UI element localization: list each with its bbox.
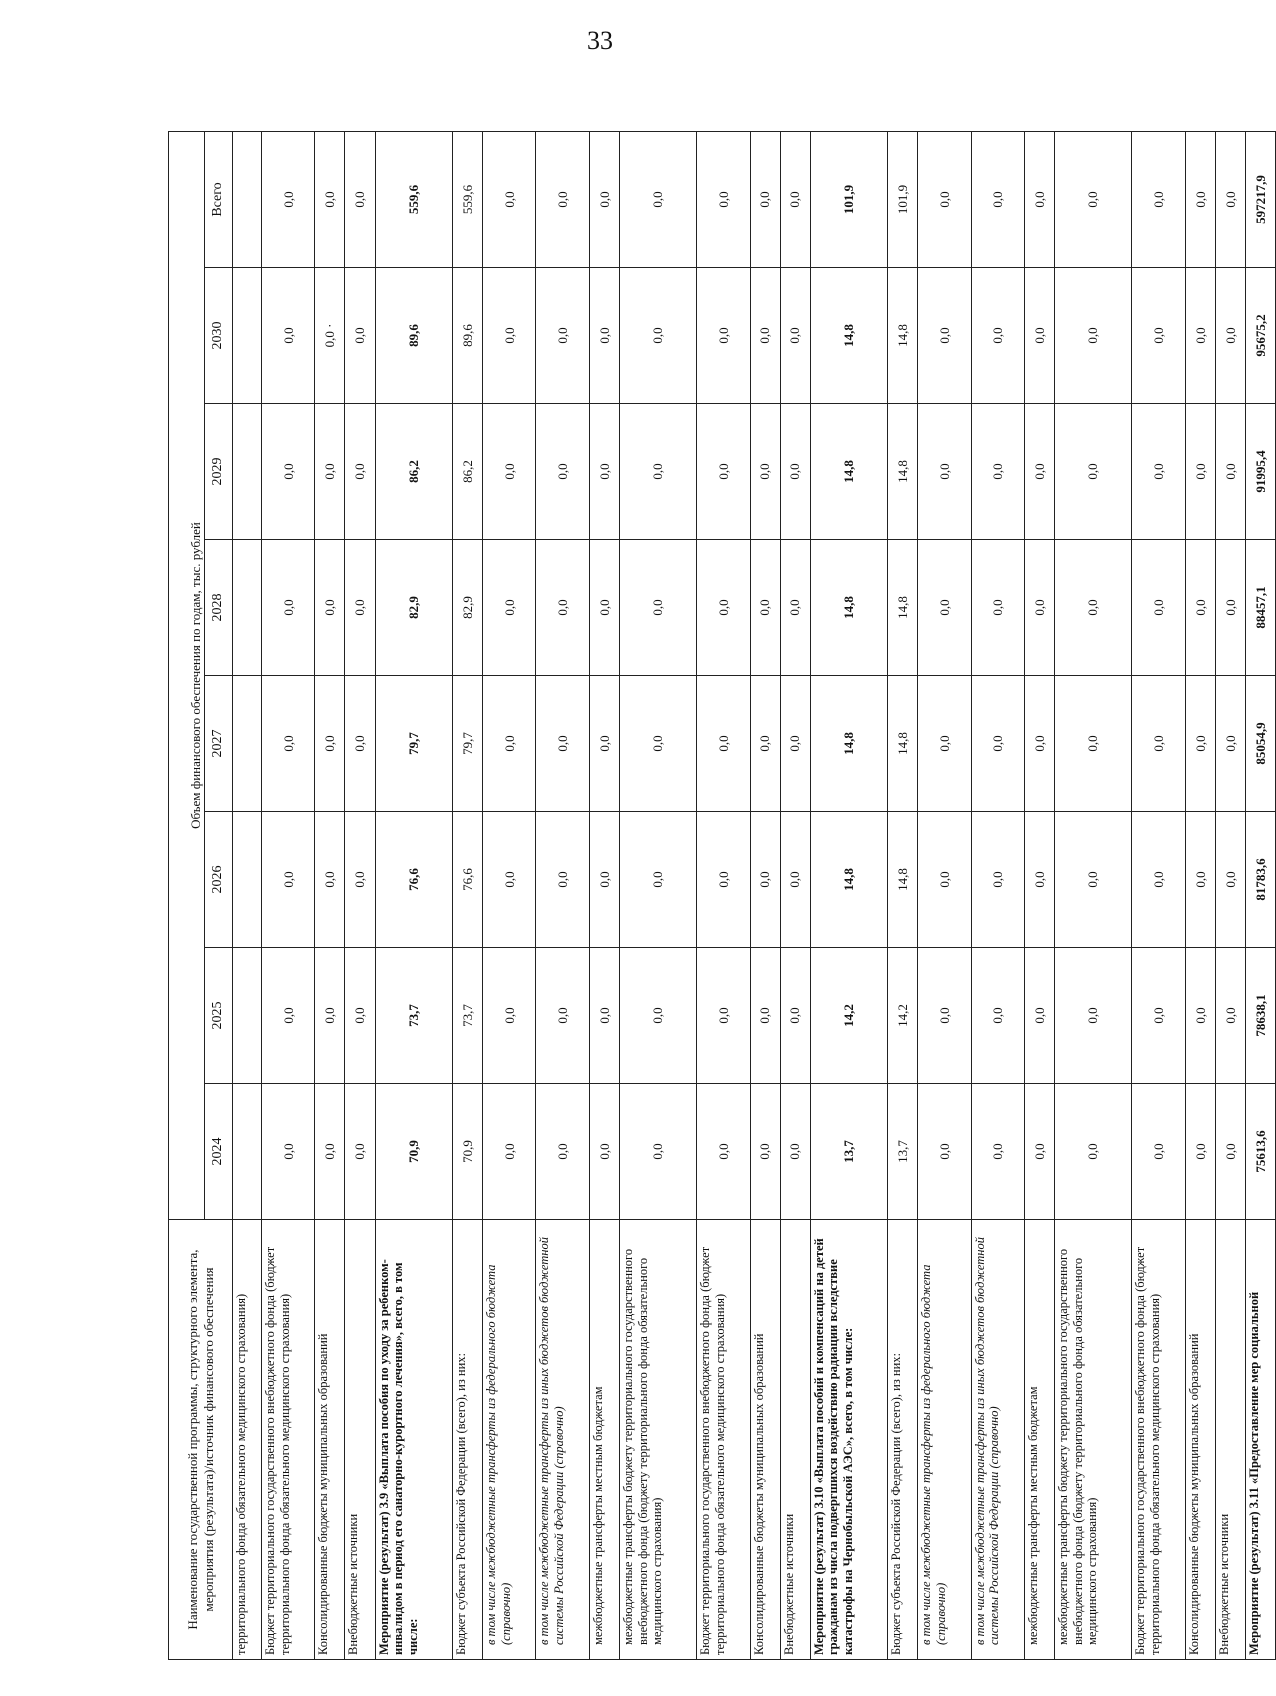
year-value-cell: 0,0 <box>697 812 750 948</box>
year-value-cell: 0,0 <box>483 812 536 948</box>
year-value-cell: 82,9 <box>375 540 453 676</box>
year-value-cell: 0,0 <box>780 812 810 948</box>
table-row <box>697 131 750 1659</box>
year-value-cell: 79,7 <box>453 676 483 812</box>
year-value-cell: 0,0 <box>750 812 780 948</box>
year-value-cell: 0,0 <box>345 812 375 948</box>
year-value-cell: 0,0 <box>750 1084 780 1220</box>
total-value-cell: 0,0 <box>697 131 750 267</box>
year-value-cell: 0,0 <box>1024 268 1054 404</box>
year-value-cell: 73,7 <box>453 948 483 1084</box>
year-value-cell: 0,0 · <box>315 268 345 404</box>
header-name-cell: Наименование государственной программы, структурного элемента, мероприятия (результата)/источник финансового обеспечения <box>169 1220 233 1660</box>
header-year-2026: 2026 <box>205 812 233 948</box>
year-value-cell: 0,0 <box>345 676 375 812</box>
table-row <box>262 131 315 1659</box>
row-label: межбюджетные трансферты местным бюджетам <box>1024 1220 1054 1660</box>
year-value-cell: 0,0 <box>1024 404 1054 540</box>
year-value-cell: 89,6 <box>453 268 483 404</box>
row-label: Бюджет территориального государственного внебюджетного фонда (бюджет территориального фонда обязательного медицинского страхования) <box>697 1220 750 1660</box>
year-value-cell: 0,0 <box>780 948 810 1084</box>
row-label: Мероприятие (результат) 3.9 «Выплата пособия по уходу за ребенком-инвалидом в период его санаторно-курортного лечения», всего, в том числе: <box>375 1220 453 1660</box>
year-value-cell: 91995,4 <box>1245 404 1275 540</box>
year-value-cell: 0,0 <box>589 812 619 948</box>
year-value-cell: 86,2 <box>375 404 453 540</box>
year-value-cell: 0,0 <box>589 540 619 676</box>
year-value-cell: 0,0 <box>1215 948 1245 1084</box>
row-label: в том числе межбюджетные трансферты из иных бюджетов бюджетной системы Российской Федерации (справочно) <box>536 1220 589 1660</box>
year-value-cell: 0,0 <box>1215 540 1245 676</box>
table-row <box>750 131 780 1659</box>
year-value-cell: 0,0 <box>315 812 345 948</box>
year-value-cell: 0,0 <box>697 1084 750 1220</box>
year-value-cell <box>233 268 262 404</box>
year-value-cell: 0,0 <box>750 676 780 812</box>
year-value-cell: 0,0 <box>262 268 315 404</box>
year-value-cell: 0,0 <box>1132 812 1185 948</box>
year-value-cell: 0,0 <box>1054 540 1132 676</box>
year-value-cell: 0,0 <box>750 268 780 404</box>
header-total: Всего <box>205 131 233 267</box>
year-value-cell: 0,0 <box>1054 268 1132 404</box>
year-value-cell: 0,0 <box>315 540 345 676</box>
header-year-2030: 2030 <box>205 268 233 404</box>
year-value-cell: 0,0 <box>483 948 536 1084</box>
year-value-cell: 0,0 <box>971 268 1024 404</box>
year-value-cell <box>233 1084 262 1220</box>
year-value-cell: 0,0 <box>262 812 315 948</box>
year-value-cell: 0,0 <box>315 676 345 812</box>
year-value-cell <box>233 948 262 1084</box>
year-value-cell: 0,0 <box>1132 948 1185 1084</box>
year-value-cell: 0,0 <box>1024 812 1054 948</box>
year-value-cell: 0,0 <box>1054 404 1132 540</box>
row-label: Бюджет территориального государственного внебюджетного фонда (бюджет территориального фонда обязательного медицинского страхования) <box>262 1220 315 1660</box>
row-label: Мероприятие (результат) 3.10 «Выплата пособий и компенсаций на детей гражданам из числа подвергшихся воздействию радиации вследствие катастрофы на Чернобыльской АЭС», всего, в том числе: <box>810 1220 888 1660</box>
year-value-cell: 73,7 <box>375 948 453 1084</box>
year-value-cell: 0,0 <box>918 540 971 676</box>
header-year-2025: 2025 <box>205 948 233 1084</box>
header-year-2024: 2024 <box>205 1084 233 1220</box>
year-value-cell: 70,9 <box>375 1084 453 1220</box>
year-value-cell: 0,0 <box>262 1084 315 1220</box>
year-value-cell: 81783,6 <box>1245 812 1275 948</box>
year-value-cell: 0,0 <box>1132 676 1185 812</box>
year-value-cell: 95675,2 <box>1245 268 1275 404</box>
year-value-cell: 82,9 <box>453 540 483 676</box>
year-value-cell: 76,6 <box>453 812 483 948</box>
row-label: в том числе межбюджетные трансферты из иных бюджетов бюджетной системы Российской Федерации (справочно) <box>971 1220 1024 1660</box>
total-value-cell: 0,0 <box>1024 131 1054 267</box>
total-value-cell: 0,0 <box>536 131 589 267</box>
year-value-cell: 0,0 <box>971 1084 1024 1220</box>
year-value-cell: 0,0 <box>315 948 345 1084</box>
year-value-cell <box>233 540 262 676</box>
year-value-cell: 75613,6 <box>1245 1084 1275 1220</box>
year-value-cell: 0,0 <box>536 268 589 404</box>
total-value-cell: 559,6 <box>375 131 453 267</box>
year-value-cell: 0,0 <box>1185 812 1215 948</box>
year-value-cell: 0,0 <box>536 948 589 1084</box>
row-label: Внебюджетные источники <box>345 1220 375 1660</box>
table-row <box>971 131 1024 1659</box>
year-value-cell: 0,0 <box>483 268 536 404</box>
year-value-cell: 0,0 <box>536 1084 589 1220</box>
year-value-cell: 0,0 <box>345 540 375 676</box>
row-label: Внебюджетные источники <box>780 1220 810 1660</box>
header-year-2028: 2028 <box>205 540 233 676</box>
year-value-cell: 0,0 <box>697 676 750 812</box>
year-value-cell: 0,0 <box>315 1084 345 1220</box>
year-value-cell: 0,0 <box>1054 812 1132 948</box>
year-value-cell: 14,8 <box>888 812 918 948</box>
year-value-cell: 0,0 <box>750 948 780 1084</box>
year-value-cell: 89,6 <box>375 268 453 404</box>
year-value-cell: 0,0 <box>619 540 697 676</box>
year-value-cell <box>233 404 262 540</box>
year-value-cell: 0,0 <box>1054 1084 1132 1220</box>
year-value-cell: 70,9 <box>453 1084 483 1220</box>
year-value-cell: 0,0 <box>483 404 536 540</box>
year-value-cell: 0,0 <box>483 676 536 812</box>
row-label: Бюджет субъекта Российской Федерации (всего), из них: <box>888 1220 918 1660</box>
year-value-cell: 0,0 <box>697 404 750 540</box>
total-value-cell: 0,0 <box>619 131 697 267</box>
year-value-cell: 14,8 <box>888 676 918 812</box>
year-value-cell: 0,0 <box>918 676 971 812</box>
year-value-cell: 0,0 <box>750 540 780 676</box>
year-value-cell: 14,8 <box>810 812 888 948</box>
total-value-cell: 101,9 <box>888 131 918 267</box>
year-value-cell: 0,0 <box>697 948 750 1084</box>
row-label: межбюджетные трансферты местным бюджетам <box>589 1220 619 1660</box>
row-label: Консолидированные бюджеты муниципальных образований <box>1185 1220 1215 1660</box>
total-value-cell: 0,0 <box>971 131 1024 267</box>
year-value-cell: 0,0 <box>536 812 589 948</box>
year-value-cell: 0,0 <box>918 948 971 1084</box>
year-value-cell: 14,8 <box>888 404 918 540</box>
row-label: в том числе межбюджетные трансферты из федерального бюджета (справочно) <box>918 1220 971 1660</box>
year-value-cell: 0,0 <box>918 812 971 948</box>
row-label: в том числе межбюджетные трансферты из федерального бюджета (справочно) <box>483 1220 536 1660</box>
year-value-cell: 0,0 <box>1024 676 1054 812</box>
year-value-cell: 0,0 <box>1132 404 1185 540</box>
year-value-cell: 0,0 <box>483 1084 536 1220</box>
total-value-cell <box>233 131 262 267</box>
year-value-cell: 14,8 <box>810 540 888 676</box>
year-value-cell: 14,8 <box>810 404 888 540</box>
header-year-2027: 2027 <box>205 676 233 812</box>
row-label: Консолидированные бюджеты муниципальных образований <box>315 1220 345 1660</box>
table-row <box>1215 131 1245 1659</box>
year-value-cell: 76,6 <box>375 812 453 948</box>
rotated-table-container <box>168 132 1276 1660</box>
year-value-cell: 0,0 <box>1054 948 1132 1084</box>
year-value-cell: 0,0 <box>315 404 345 540</box>
row-label: Консолидированные бюджеты муниципальных образований <box>750 1220 780 1660</box>
table-row <box>1054 131 1132 1659</box>
total-value-cell: 0,0 <box>1054 131 1132 267</box>
year-value-cell: 85054,9 <box>1245 676 1275 812</box>
year-value-cell: 0,0 <box>1132 268 1185 404</box>
total-value-cell: 0,0 <box>345 131 375 267</box>
year-value-cell: 0,0 <box>1215 676 1245 812</box>
table-row <box>589 131 619 1659</box>
total-value-cell: 0,0 <box>1185 131 1215 267</box>
year-value-cell: 0,0 <box>262 948 315 1084</box>
year-value-cell: 0,0 <box>971 404 1024 540</box>
table-row <box>1245 131 1275 1659</box>
year-value-cell: 0,0 <box>971 540 1024 676</box>
total-value-cell: 0,0 <box>780 131 810 267</box>
year-value-cell: 14,8 <box>810 268 888 404</box>
year-value-cell: 0,0 <box>619 948 697 1084</box>
page-number: 33 <box>587 26 613 55</box>
year-value-cell: 13,7 <box>810 1084 888 1220</box>
year-value-cell: 0,0 <box>1132 540 1185 676</box>
table-row <box>453 131 483 1659</box>
year-value-cell: 0,0 <box>1024 1084 1054 1220</box>
table-row <box>810 131 888 1659</box>
year-value-cell: 0,0 <box>971 676 1024 812</box>
table-row <box>233 131 262 1659</box>
year-value-cell: 0,0 <box>1215 1084 1245 1220</box>
year-value-cell: 0,0 <box>619 676 697 812</box>
year-value-cell: 0,0 <box>1185 948 1215 1084</box>
year-value-cell: 78638,1 <box>1245 948 1275 1084</box>
year-value-cell: 14,8 <box>888 268 918 404</box>
table-row <box>1185 131 1215 1659</box>
year-value-cell: 0,0 <box>589 948 619 1084</box>
year-value-cell: 0,0 <box>1185 404 1215 540</box>
total-value-cell: 0,0 <box>750 131 780 267</box>
row-label: Бюджет субъекта Российской Федерации (всего), из них: <box>453 1220 483 1660</box>
year-value-cell <box>233 812 262 948</box>
row-label: Внебюджетные источники <box>1215 1220 1245 1660</box>
row-label: межбюджетные трансферты бюджету территориального государственного внебюджетного фонда (бюджету территориального фонда обязательного медицинского страхования) <box>619 1220 697 1660</box>
year-value-cell: 0,0 <box>345 1084 375 1220</box>
year-value-cell: 0,0 <box>780 676 810 812</box>
year-value-cell <box>233 676 262 812</box>
table-row <box>780 131 810 1659</box>
year-value-cell: 0,0 <box>1215 268 1245 404</box>
table-row <box>345 131 375 1659</box>
year-value-cell: 14,2 <box>810 948 888 1084</box>
row-label: Мероприятие (результат) 3.11 «Предоставление мер социальной <box>1245 1220 1275 1660</box>
row-label: Бюджет территориального государственного внебюджетного фонда (бюджет территориального фонда обязательного медицинского страхования) <box>1132 1220 1185 1660</box>
table-row <box>315 131 345 1659</box>
year-value-cell: 0,0 <box>1185 268 1215 404</box>
table-row <box>375 131 453 1659</box>
table-row <box>536 131 589 1659</box>
row-label: территориального фонда обязательного медицинского страхования) <box>233 1220 262 1660</box>
year-value-cell: 0,0 <box>1185 540 1215 676</box>
total-value-cell: 0,0 <box>483 131 536 267</box>
total-value-cell: 559,6 <box>453 131 483 267</box>
year-value-cell: 0,0 <box>536 540 589 676</box>
total-value-cell: 101,9 <box>810 131 888 267</box>
year-value-cell: 0,0 <box>918 1084 971 1220</box>
total-value-cell: 0,0 <box>589 131 619 267</box>
table-row <box>918 131 971 1659</box>
year-value-cell: 0,0 <box>1185 676 1215 812</box>
year-value-cell: 14,8 <box>888 540 918 676</box>
year-value-cell: 0,0 <box>262 676 315 812</box>
year-value-cell: 0,0 <box>345 404 375 540</box>
year-value-cell: 0,0 <box>971 948 1024 1084</box>
year-value-cell: 0,0 <box>918 404 971 540</box>
total-value-cell: 0,0 <box>1132 131 1185 267</box>
year-value-cell: 13,7 <box>888 1084 918 1220</box>
year-value-cell: 0,0 <box>780 268 810 404</box>
year-value-cell: 0,0 <box>262 404 315 540</box>
year-value-cell: 0,0 <box>971 812 1024 948</box>
year-value-cell: 0,0 <box>536 676 589 812</box>
year-value-cell: 86,2 <box>453 404 483 540</box>
total-value-cell: 0,0 <box>918 131 971 267</box>
table-body <box>233 131 1276 1659</box>
header-volume-cell: Объем финансового обеспечения по годам, тыс. рублей <box>169 131 205 1219</box>
year-value-cell: 0,0 <box>619 812 697 948</box>
table-row <box>1024 131 1054 1659</box>
year-value-cell: 0,0 <box>1215 812 1245 948</box>
year-value-cell: 0,0 <box>750 404 780 540</box>
financing-table <box>168 131 1276 1660</box>
year-value-cell: 0,0 <box>619 404 697 540</box>
year-value-cell: 79,7 <box>375 676 453 812</box>
year-value-cell: 0,0 <box>619 268 697 404</box>
year-value-cell: 14,2 <box>888 948 918 1084</box>
total-value-cell: 0,0 <box>315 131 345 267</box>
year-value-cell: 0,0 <box>1024 540 1054 676</box>
total-value-cell: 0,0 <box>1215 131 1245 267</box>
header-year-2029: 2029 <box>205 404 233 540</box>
year-value-cell: 0,0 <box>589 676 619 812</box>
year-value-cell: 14,8 <box>810 676 888 812</box>
year-value-cell: 88457,1 <box>1245 540 1275 676</box>
year-value-cell: 0,0 <box>697 540 750 676</box>
year-value-cell: 0,0 <box>345 948 375 1084</box>
year-value-cell: 0,0 <box>780 404 810 540</box>
year-value-cell: 0,0 <box>619 1084 697 1220</box>
row-label: межбюджетные трансферты бюджету территориального государственного внебюджетного фонда (бюджету территориального фонда обязательного медицинского страхования) <box>1054 1220 1132 1660</box>
total-value-cell: 597217,9 <box>1245 131 1275 267</box>
year-value-cell: 0,0 <box>262 540 315 676</box>
year-value-cell: 0,0 <box>1185 1084 1215 1220</box>
year-value-cell: 0,0 <box>1024 948 1054 1084</box>
table-row <box>483 131 536 1659</box>
year-value-cell: 0,0 <box>345 268 375 404</box>
total-value-cell: 0,0 <box>262 131 315 267</box>
table-row <box>619 131 697 1659</box>
year-value-cell: 0,0 <box>589 268 619 404</box>
year-value-cell: 0,0 <box>1054 676 1132 812</box>
table-row <box>1132 131 1185 1659</box>
year-value-cell: 0,0 <box>483 540 536 676</box>
year-value-cell: 0,0 <box>1132 1084 1185 1220</box>
year-value-cell: 0,0 <box>780 540 810 676</box>
year-value-cell: 0,0 <box>918 268 971 404</box>
year-value-cell: 0,0 <box>780 1084 810 1220</box>
year-value-cell: 0,0 <box>589 404 619 540</box>
year-value-cell: 0,0 <box>589 1084 619 1220</box>
year-value-cell: 0,0 <box>536 404 589 540</box>
table-row <box>888 131 918 1659</box>
year-value-cell: 0,0 <box>1215 404 1245 540</box>
year-value-cell: 0,0 <box>697 268 750 404</box>
